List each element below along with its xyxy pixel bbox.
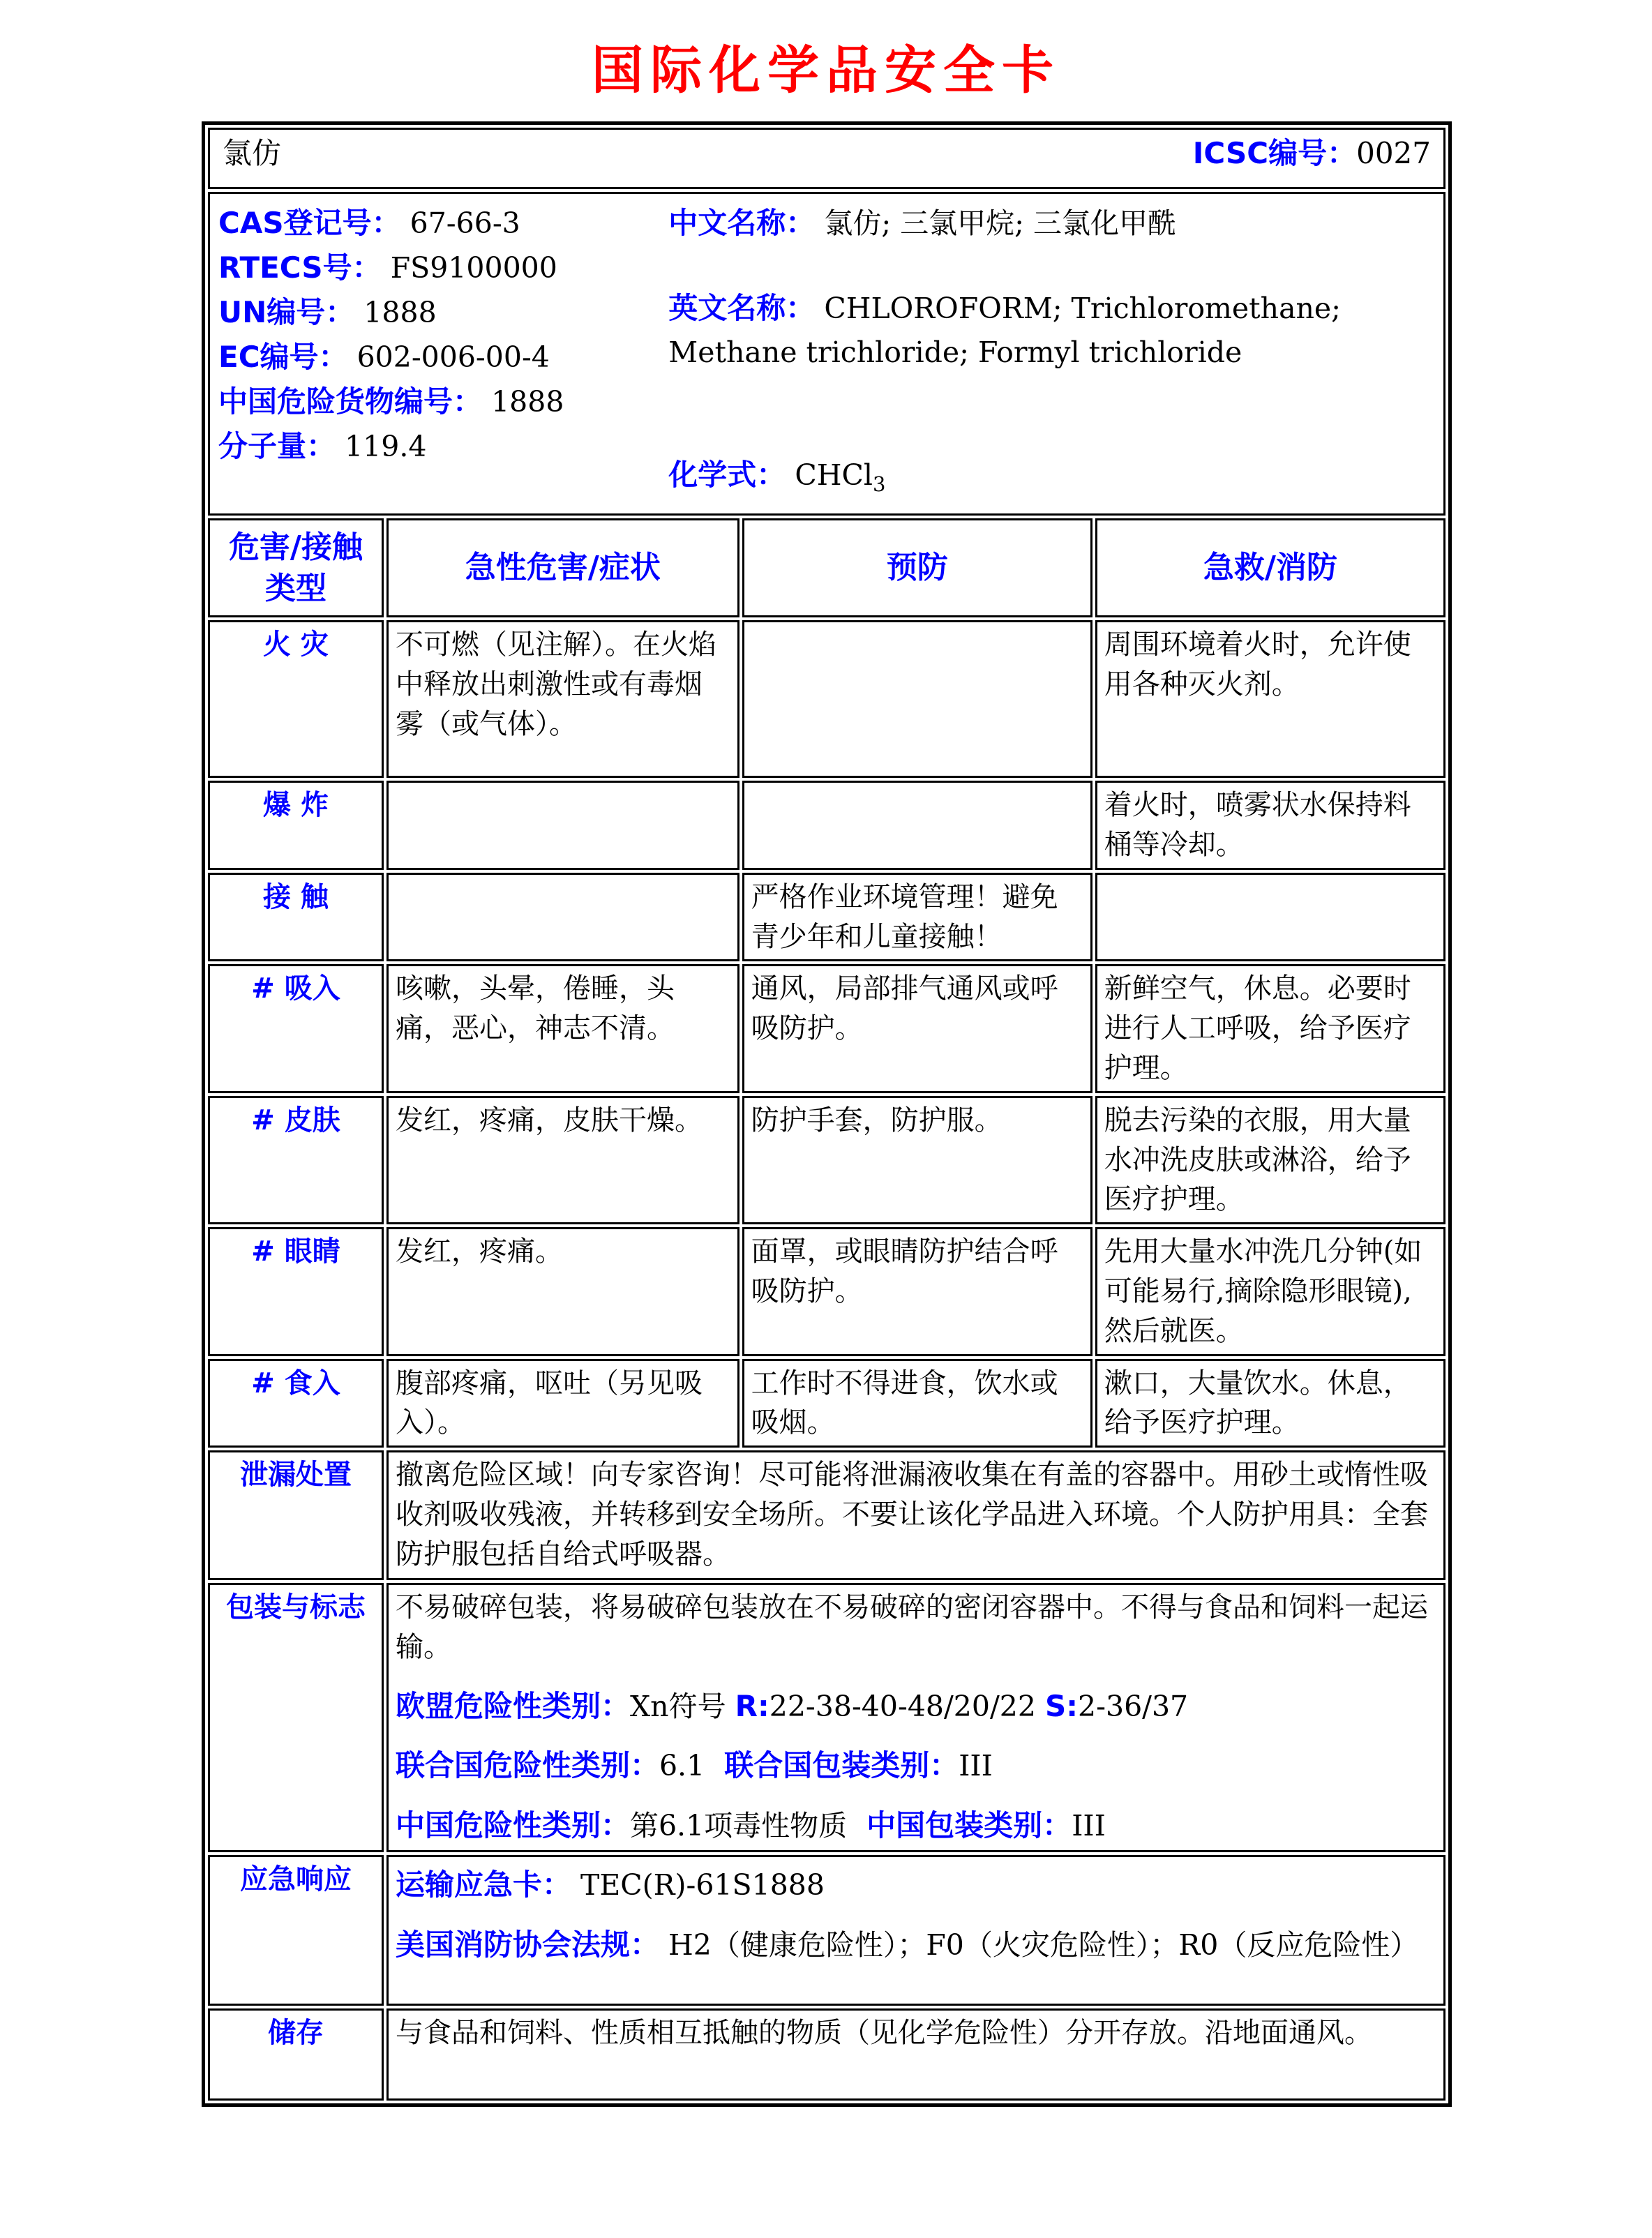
china-packing-group-value: III <box>1072 1808 1106 1842</box>
storage-text: 与食品和饲料、性质相互抵触的物质（见化学危险性）分开存放。沿地面通风。 <box>386 2008 1446 2101</box>
un-hazard-class-value: 6.1 <box>659 1749 705 1783</box>
hazard-type-cell: 火 灾 <box>208 620 384 778</box>
molecular-weight-label: 分子量： <box>218 429 336 463</box>
eu-hazard-class-line <box>396 1685 1436 1727</box>
chemical-formula-label: 化学式： <box>668 458 786 492</box>
header-prevention: 预防 <box>742 518 1092 617</box>
identification-registry-column <box>218 201 668 506</box>
symptoms-cell: 腹部疼痛，呕吐（另见吸入）。 <box>386 1359 739 1448</box>
header-hazard-type-line2: 类型 <box>264 571 326 607</box>
substance-header-inner <box>217 133 1436 174</box>
chemical-formula-line <box>668 453 1435 506</box>
firstaid-cell: 漱口，大量饮水。休息，给予医疗护理。 <box>1095 1359 1446 1448</box>
symptoms-cell <box>386 873 739 962</box>
icsc-number-label: ICSC编号： <box>1192 136 1357 170</box>
prevention-cell: 防护手套，防护服。 <box>742 1096 1092 1224</box>
ec-number-label: EC编号： <box>218 340 348 374</box>
hazard-row-exposure <box>208 873 1446 962</box>
symptoms-cell: 咳嗽，头晕，倦睡，头痛，恶心，神志不清。 <box>386 964 739 1092</box>
un-hazard-class-line <box>396 1745 1436 1787</box>
storage-label: 储存 <box>208 2008 384 2101</box>
un-packing-group-label: 联合国包装类别： <box>724 1748 959 1783</box>
r-phrases-label: R: <box>735 1688 769 1723</box>
hazard-table-header-row <box>208 518 1446 617</box>
spill-disposal-text: 撤离危险区域！向专家咨询！尽可能将泄漏液收集在有盖的容器中。用砂土或惰性吸收剂吸收残液，并转移到安全场所。不要让该化学品进入环境。个人防护用具：全套防护服包括自给式呼吸器。 <box>386 1450 1446 1580</box>
ec-number-value: 602-006-00-4 <box>356 340 550 374</box>
molecular-weight-value: 119.4 <box>345 430 427 463</box>
symptoms-cell: 发红，疼痛，皮肤干燥。 <box>386 1096 739 1224</box>
hazard-row-explosion <box>208 781 1446 870</box>
hazard-row-ingestion <box>208 1359 1446 1448</box>
emergency-response-row <box>208 1855 1446 2006</box>
transport-emergency-card-label: 运输应急卡： <box>395 1868 571 1902</box>
icsc-number-value: 0027 <box>1356 136 1431 170</box>
rtecs-number-value: FS9100000 <box>390 251 557 285</box>
packaging-labelling-row <box>208 1583 1446 1852</box>
packaging-labelling-label: 包装与标志 <box>208 1583 384 1852</box>
firstaid-cell: 新鲜空气，休息。必要时进行人工呼吸，给予医疗护理。 <box>1095 964 1446 1092</box>
icsc-table <box>202 121 1452 2107</box>
chinese-name-label: 中文名称： <box>668 206 816 240</box>
eu-hazard-class-label: 欧盟危险性类别： <box>395 1688 630 1723</box>
firstaid-cell: 着火时，喷雾状水保持料桶等冷却。 <box>1095 781 1446 870</box>
china-packing-group-label: 中国包装类别： <box>866 1808 1072 1842</box>
firstaid-cell: 脱去污染的衣服，用大量水冲洗皮肤或淋浴，给予医疗护理。 <box>1095 1096 1446 1224</box>
symptoms-cell: 发红，疼痛。 <box>386 1227 739 1355</box>
transport-emergency-card-value: TEC(R)-61S1888 <box>580 1868 825 1902</box>
nfpa-code-line <box>396 1924 1436 1966</box>
symptoms-cell: 不可燃（见注解）。在火焰中释放出刺激性或有毒烟雾（或气体）。 <box>386 620 739 778</box>
chemical-formula-base: CHCl <box>795 458 873 492</box>
substance-header-cell <box>208 128 1446 189</box>
hazard-type-cell: 爆 炸 <box>208 781 384 870</box>
china-dg-number-value: 1888 <box>491 385 564 419</box>
symptoms-cell <box>386 781 739 870</box>
prevention-cell <box>742 620 1092 778</box>
cas-number-value: 67-66-3 <box>410 206 520 240</box>
nfpa-code-value: H2（健康危险性）；F0（火灾危险性）；R0（反应危险性） <box>668 1928 1419 1962</box>
identification-names-column <box>668 201 1435 506</box>
prevention-cell: 严格作业环境管理！避免青少年和儿童接触！ <box>742 873 1092 962</box>
un-packing-group-value: III <box>959 1749 993 1783</box>
transport-emergency-card-line <box>396 1864 1436 1906</box>
un-number-value: 1888 <box>363 296 437 329</box>
english-name-value: CHLOROFORM; Trichloromethane; Methane trichloride; Formyl trichloride <box>668 292 1341 369</box>
china-hazard-class-line <box>396 1805 1436 1847</box>
r-phrases-value: 22-38-40-48/20/22 <box>769 1689 1045 1723</box>
packaging-labelling-cell <box>386 1583 1446 1852</box>
china-dg-number-label: 中国危险货物编号： <box>218 384 483 419</box>
cas-number-label: CAS登记号： <box>218 206 401 240</box>
english-name-line <box>668 286 1435 375</box>
nfpa-code-label: 美国消防协会法规： <box>395 1927 659 1962</box>
hazard-row-inhalation <box>208 964 1446 1092</box>
rtecs-number-line <box>218 246 668 290</box>
hazard-type-cell: 接 触 <box>208 873 384 962</box>
chemical-formula-subscript: 3 <box>872 472 886 497</box>
firstaid-cell: 周围环境着火时，允许使用各种灭火剂。 <box>1095 620 1446 778</box>
header-hazard-type-line1: 危害/接触 <box>228 529 363 565</box>
hazard-row-fire <box>208 620 1446 778</box>
hazard-row-eyes <box>208 1227 1446 1355</box>
hazard-row-skin <box>208 1096 1446 1224</box>
cas-number-line <box>218 201 668 246</box>
firstaid-cell: 先用大量水冲洗几分钟(如可能易行,摘除隐形眼镜),然后就医。 <box>1095 1227 1446 1355</box>
chinese-name-line <box>668 201 1435 246</box>
substance-name: 氯仿 <box>223 136 282 170</box>
molecular-weight-line <box>218 424 668 469</box>
rtecs-number-label: RTECS号： <box>218 250 382 285</box>
header-acute-hazards: 急性危害/症状 <box>386 518 739 617</box>
hazard-type-cell: # 食入 <box>208 1359 384 1448</box>
china-hazard-class-label: 中国危险性类别： <box>395 1808 630 1842</box>
emergency-response-label: 应急响应 <box>208 1855 384 2006</box>
spill-disposal-row <box>208 1450 1446 1580</box>
hazard-type-cell: # 皮肤 <box>208 1096 384 1224</box>
identification-row <box>208 192 1446 516</box>
substance-header-row <box>208 128 1446 189</box>
hazard-type-cell: # 眼睛 <box>208 1227 384 1355</box>
un-number-line <box>218 290 668 335</box>
storage-row <box>208 2008 1446 2101</box>
emergency-response-cell <box>386 1855 1446 2006</box>
eu-hazard-class-value: Xn符号 <box>629 1689 735 1723</box>
spill-disposal-label: 泄漏处置 <box>208 1450 384 1580</box>
china-dg-number-line <box>218 380 668 424</box>
icsc-number <box>1193 133 1431 174</box>
page-title: 国际化学品安全卡 <box>592 40 1060 100</box>
firstaid-cell <box>1095 873 1446 962</box>
s-phrases-label: S: <box>1045 1688 1079 1723</box>
chinese-name-value: 氯仿; 三氯甲烷; 三氯化甲酰 <box>824 206 1177 240</box>
prevention-cell <box>742 781 1092 870</box>
header-hazard-type <box>208 518 384 617</box>
ec-number-line <box>218 335 668 380</box>
identification-cell <box>208 192 1446 516</box>
un-hazard-class-label: 联合国危险性类别： <box>395 1748 659 1783</box>
china-hazard-class-value: 第6.1项毒性物质 <box>629 1808 848 1842</box>
identification-wrap <box>217 197 1436 511</box>
prevention-cell: 通风，局部排气通风或呼吸防护。 <box>742 964 1092 1092</box>
prevention-cell: 面罩，或眼睛防护结合呼吸防护。 <box>742 1227 1092 1355</box>
english-name-label: 英文名称： <box>668 291 816 325</box>
packaging-intro-text: 不易破碎包装，将易破碎包装放在不易破碎的密闭容器中。不得与食品和饲料一起运输。 <box>395 1591 1428 1663</box>
s-phrases-value: 2-36/37 <box>1078 1689 1189 1723</box>
header-firstaid-firefighting: 急救/消防 <box>1095 518 1446 617</box>
hazard-type-cell: # 吸入 <box>208 964 384 1092</box>
prevention-cell: 工作时不得进食，饮水或吸烟。 <box>742 1359 1092 1448</box>
un-number-label: UN编号： <box>218 295 355 329</box>
